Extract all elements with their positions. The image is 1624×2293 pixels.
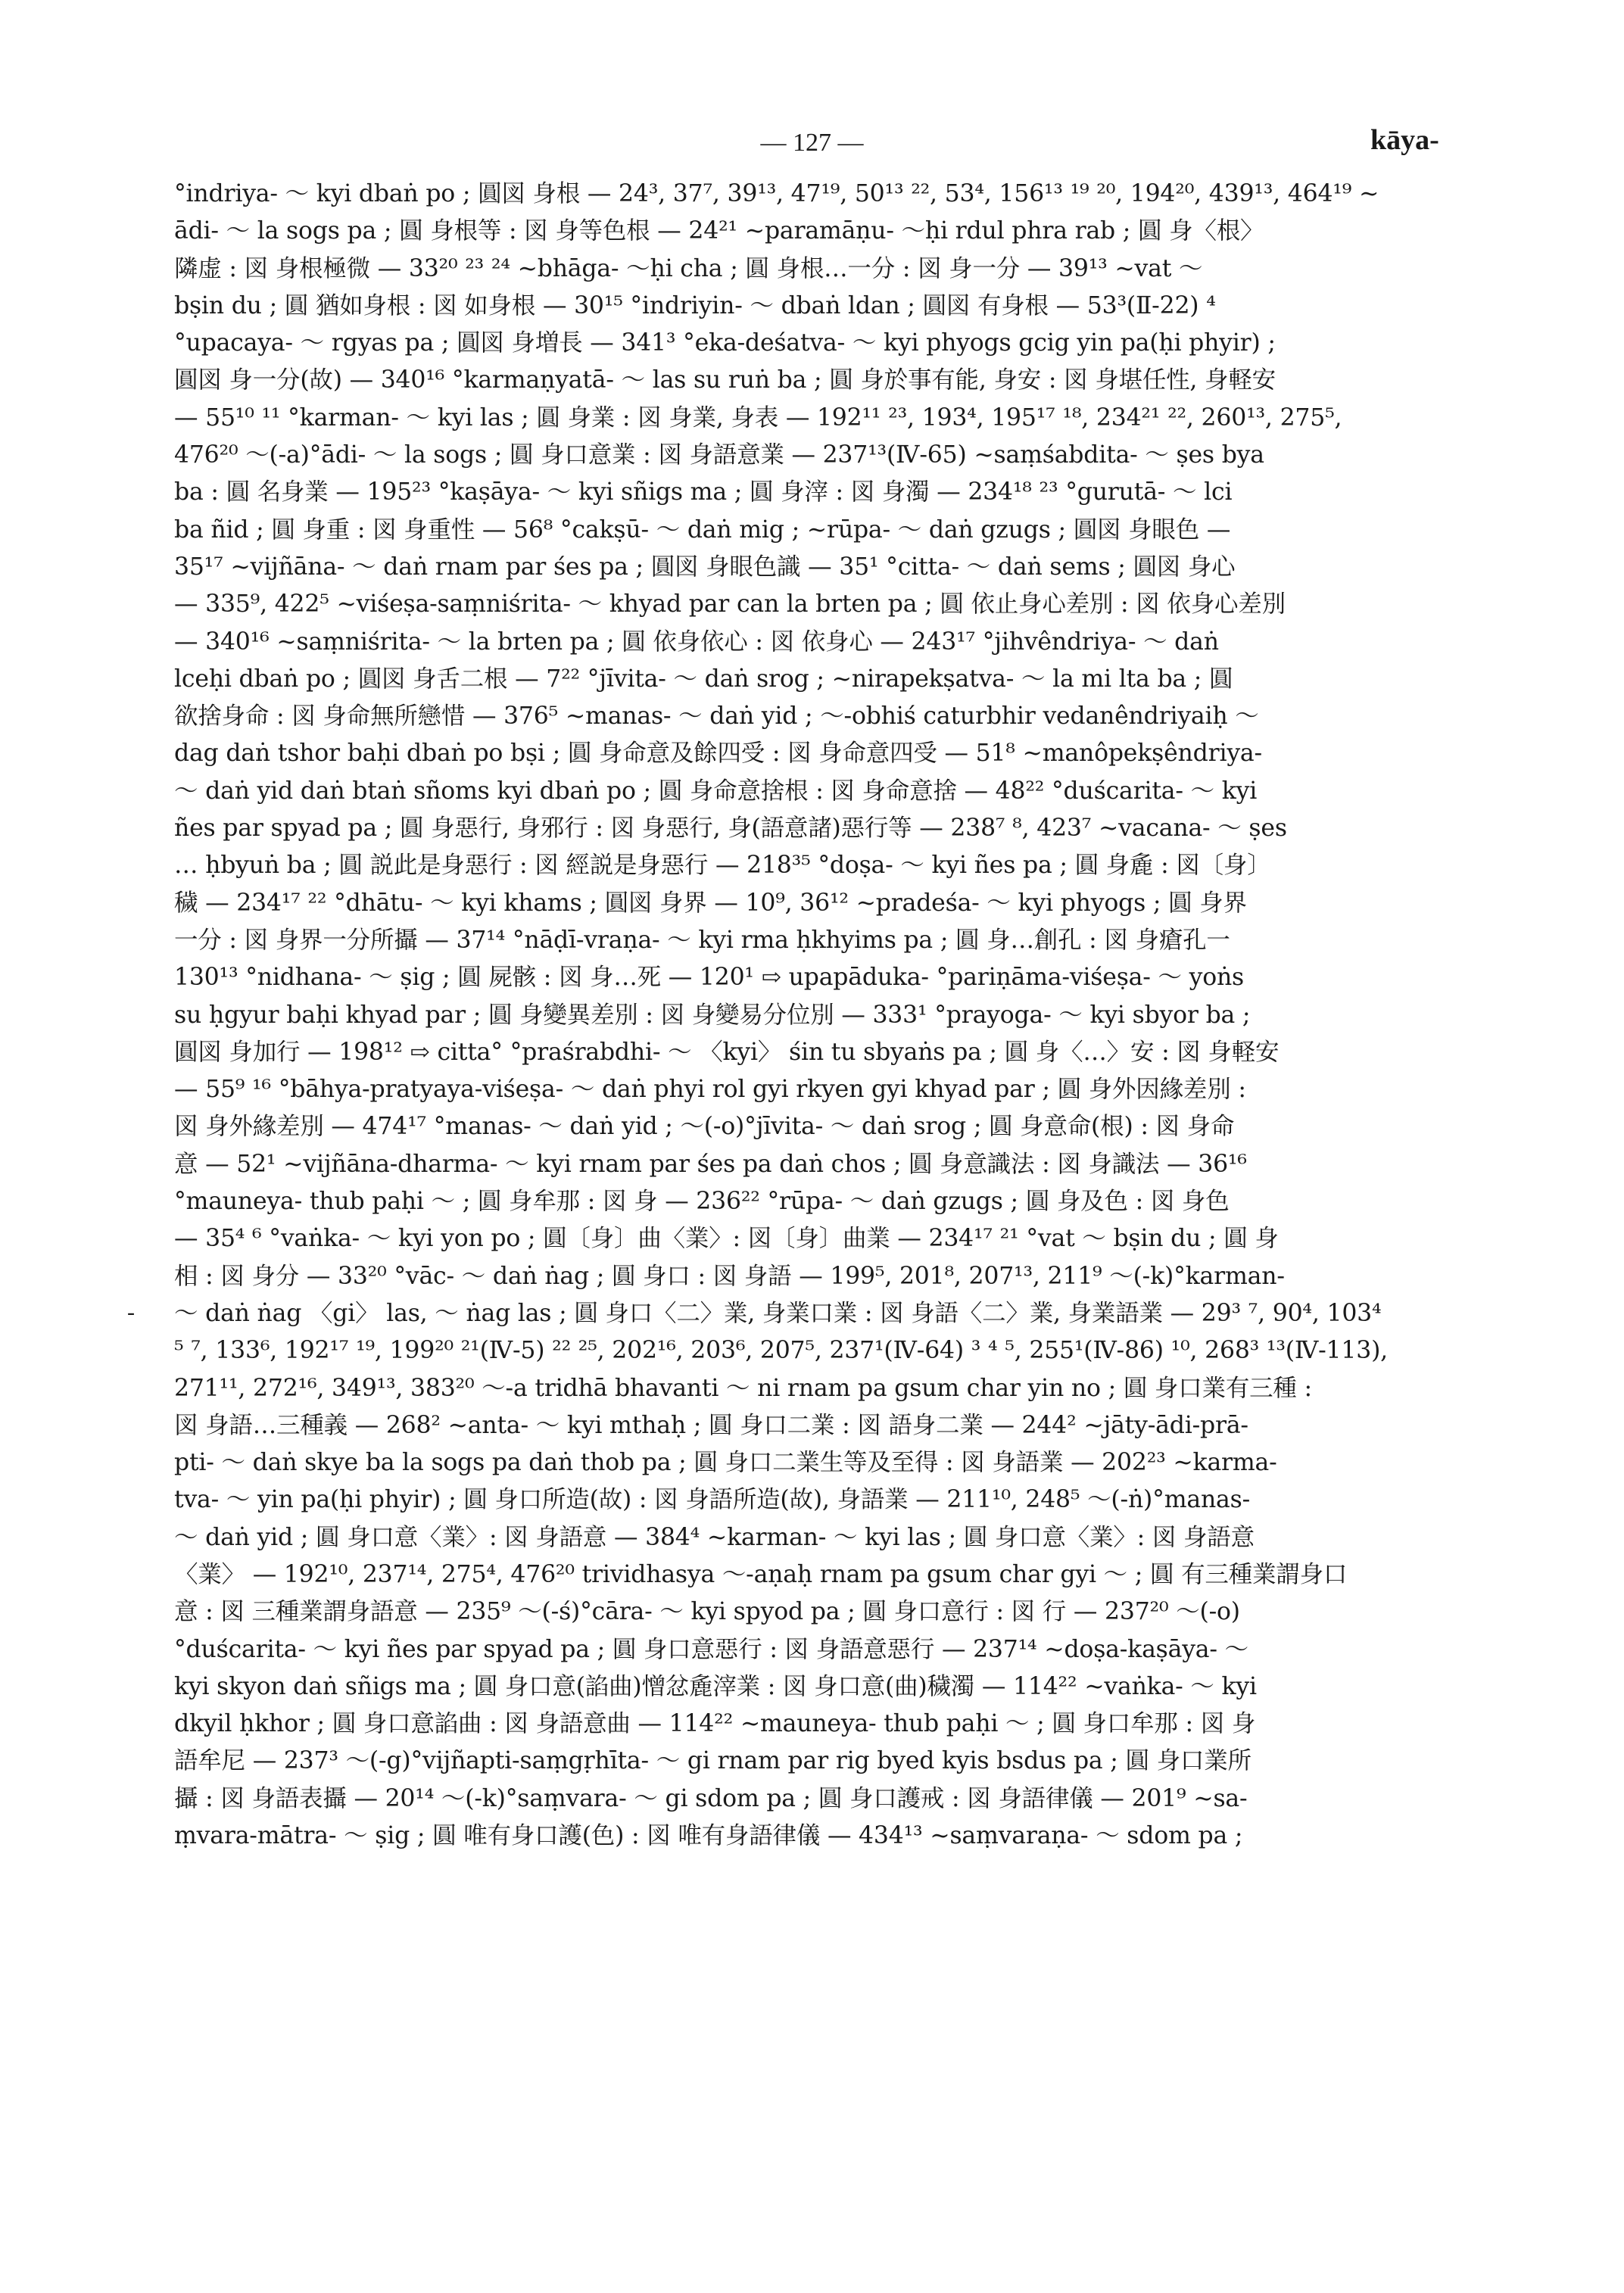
text-line: su ḥgyur baḥi khyad par ; 圓 身變異差別 : 図 身變易分位別 — 333¹ °prayoga- ～ kyi sbyor ba ; (174, 1001, 1251, 1029)
text-line: … ḥbyuṅ ba ; 圓 説此是身惡行 : 図 經説是身惡行 — 218³⁵ °doṣa- ～ kyi ñes pa ; 圓 身麁 : 図〔身〕 (174, 852, 1271, 880)
text-line: °mauneya- thub paḥi ～ ; 圓 身牟那 : 図 身 — 236²² °rūpa- ～ daṅ gzugs ; 圓 身及色 : 図 身色 (174, 1188, 1230, 1216)
margin-mark: - (127, 1300, 135, 1325)
running-head: kāya- (1370, 124, 1439, 156)
text-line: 語牟尼 — 237³ ～(-g)°vijñapti-saṃgṛhīta- ～ gi rnam par rig byed kyis bsdus pa ; 圓 身口業所 (174, 1747, 1252, 1775)
text-line: 隣虚 : 図 身根極微 — 33²⁰ ²³ ²⁴ ∼bhāga- ～ḥi cha ; 圓 身根…一分 : 図 身一分 — 39¹³ ∼vat ～ (174, 254, 1203, 282)
text-line: ba : 圓 名身業 — 195²³ °kaṣāya- ～ kyi sñigs ma ; 圓 身滓 : 図 身濁 — 234¹⁸ ²³ °gurutā- ～ lci (174, 478, 1233, 506)
text-line: °duścarita- ～ kyi ñes par spyad pa ; 圓 身口意惡行 : 図 身語意惡行 — 237¹⁴ ∼doṣa-kaṣāya- ～ (174, 1635, 1248, 1663)
text-line: 130¹³ °nidhana- ～ ṣig ; 圓 屍骸 : 図 身…死 — 120¹ ⇨ upapāduka- °pariṇāma-viśeṣa- ～ yoṅs (174, 964, 1245, 992)
text-line: 476²⁰ ～(-a)°ādi- ～ la sogs ; 圓 身口意業 : 図 身語意業 — 237¹³(Ⅳ-65) ∼saṃśabdita- ～ ṣes bya (174, 441, 1264, 469)
text-line: — 55⁹ ¹⁶ °bāhya-pratyaya-viśeṣa- ～ daṅ phyi rol gyi rkyen gyi khyad par ; 圓 身外因緣差別 : (174, 1076, 1246, 1104)
text-line: 図 身語…三種義 — 268² ∼anta- ～ kyi mthaḥ ; 圓 身口二業 : 図 語身二業 — 244² ∼jāty-ādi-prā- (174, 1411, 1248, 1439)
text-line: lceḥi dbaṅ po ; 圓図 身舌二根 — 7²² °jīvita- ～ daṅ srog ; ∼nirapekṣatva- ～ la mi lta ba ; 圓 (174, 665, 1233, 693)
text-line: bṣin du ; 圓 猶如身根 : 図 如身根 — 30¹⁵ °indriyin- ～ dbaṅ ldan ; 圓図 有身根 — 53³(Ⅱ-22) ⁴ (174, 291, 1216, 319)
text-line: 圓図 身一分(故) — 340¹⁶ °karmaṇyatā- ～ las su ruṅ ba ; 圓 身於事有能, 身安 : 図 身堪任性, 身軽安 (174, 366, 1276, 394)
text-line: 相 : 図 身分 — 33²⁰ °vāc- ～ daṅ ṅag ; 圓 身口 : 図 身語 — 199⁵, 201⁸, 207¹³, 211⁹ ～(-k)°karman- (174, 1262, 1285, 1290)
text-line: 攝 : 図 身語表攝 — 20¹⁴ ～(-k)°saṃvara- ～ gi sdom pa ; 圓 身口護戒 : 図 身語律儀 — 201⁹ ∼sa- (174, 1784, 1248, 1812)
text-line: — 55¹⁰ ¹¹ °karman- ～ kyi las ; 圓 身業 : 図 身業, 身表 — 192¹¹ ²³, 193⁴, 195¹⁷ ¹⁸, 234²¹ ²², 260¹³, 275⁵, (174, 403, 1342, 431)
text-line: dag daṅ tshor baḥi dbaṅ po bṣi ; 圓 身命意及餘四受 : 図 身命意四受 — 51⁸ ∼manôpekṣêndriya- (174, 740, 1262, 768)
page-number: — 127 — (760, 129, 864, 157)
text-line: 圓図 身加行 — 198¹² ⇨ citta° °praśrabdhi- ～ 〈kyi〉 śin tu sbyaṅs pa ; 圓 身〈…〉安 : 図 身軽安 (174, 1038, 1280, 1066)
text-line: 図 身外緣差別 — 474¹⁷ °manas- ～ daṅ yid ; ～(-o)°jīvita- ～ daṅ srog ; 圓 身意命(根) : 図 身命 (174, 1113, 1235, 1141)
text-line: ⁵ ⁷, 133⁶, 192¹⁷ ¹⁹, 199²⁰ ²¹(Ⅳ-5) ²² ²⁵, 202¹⁶, 203⁶, 207⁵, 237¹(Ⅳ-64) ³ ⁴ ⁵, 255¹(Ⅳ-86) ¹⁰, 268³ ¹³(Ⅳ-113), (174, 1337, 1388, 1365)
text-line: 35¹⁷ ∼vijñāna- ～ daṅ rnam par śes pa ; 圓図 身眼色識 — 35¹ °citta- ～ daṅ sems ; 圓図 身心 (174, 553, 1236, 581)
text-line: ～ daṅ yid ; 圓 身口意〈業〉: 図 身語意 — 384⁴ ∼karman- ～ kyi las ; 圓 身口意〈業〉: 図 身語意 (174, 1523, 1255, 1551)
text-line: — 340¹⁶ ∼saṃniśrita- ～ la brten pa ; 圓 依身依心 : 図 依身心 — 243¹⁷ °jihvêndriya- ～ daṅ (174, 628, 1219, 656)
text-line: — 35⁴ ⁶ °vaṅka- ～ kyi yon po ; 圓〔身〕曲〈業〉: 図〔身〕曲業 — 234¹⁷ ²¹ °vat ～ bṣin du ; 圓 身 (174, 1225, 1279, 1253)
text-line: tva- ～ yin pa(ḥi phyir) ; 圓 身口所造(故) : 図 身語所造(故), 身語業 — 211¹⁰, 248⁵ ～(-ṅ)°manas- (174, 1486, 1251, 1514)
text-line: 271¹¹, 272¹⁶, 349¹³, 383²⁰ ～-a tridhā bhavanti ～ ni rnam pa gsum char yin no ; 圓 身口業有三種 : (174, 1374, 1312, 1402)
text-line: 一分 : 図 身界一分所攝 — 37¹⁴ °nāḍī-vraṇa- ～ kyi rma ḥkhyims pa ; 圓 身…創孔 : 図 身瘡孔一 (174, 926, 1230, 954)
text-line: kyi skyon daṅ sñigs ma ; 圓 身口意(諂曲)憎忿麁滓業 : 図 身口意(曲)穢濁 — 114²² ∼vaṅka- ～ kyi (174, 1672, 1257, 1700)
text-line: 〈業〉 — 192¹⁰, 237¹⁴, 275⁴, 476²⁰ trividhasya ～-aṇaḥ rnam pa gsum char gyi ～ ; 圓 有三種業謂身口 (174, 1560, 1348, 1588)
text-line: 穢 — 234¹⁷ ²² °dhātu- ～ kyi khams ; 圓図 身界 — 10⁹, 36¹² ∼pradeśa- ～ kyi phyogs ; 圓 身界 (174, 889, 1247, 917)
text-line: ṃvara-mātra- ～ ṣig ; 圓 唯有身口護(色) : 図 唯有身語律儀 — 434¹³ ∼saṃvaraṇa- ～ sdom pa ; (174, 1822, 1243, 1850)
text-line: ～ daṅ yid daṅ btaṅ sñoms kyi dbaṅ po ; 圓 身命意捨根 : 図 身命意捨 — 48²² °duścarita- ～ kyi (174, 777, 1258, 805)
text-line: — 335⁹, 422⁵ ∼viśeṣa-saṃniśrita- ～ khyad par can la brten pa ; 圓 依止身心差別 : 図 依身心差別 (174, 590, 1286, 618)
text-line: ñes par spyad pa ; 圓 身惡行, 身邪行 : 図 身惡行, 身(語意諸)惡行等 — 238⁷ ⁸, 423⁷ ∼vacana- ～ ṣes (174, 815, 1287, 843)
text-line: °indriya- ～ kyi dbaṅ po ; 圓図 身根 — 24³, 37⁷, 39¹³, 47¹⁹, 50¹³ ²², 53⁴, 156¹³ ¹⁹ ²⁰, 194²⁰, 439¹³, 464¹⁹ ∼ (174, 180, 1379, 207)
text-line: dkyil ḥkhor ; 圓 身口意諂曲 : 図 身語意曲 — 114²² ∼mauneya- thub paḥi ～ ; 圓 身口牟那 : 図 身 (174, 1710, 1256, 1738)
text-line: 欲捨身命 : 図 身命無所戀惜 — 376⁵ ∼manas- ～ daṅ yid ; ～-obhiś caturbhir vedanêndriyaiḥ ～ (174, 703, 1259, 731)
text-line: pti- ～ daṅ skye ba la sogs pa daṅ thob pa ; 圓 身口二業生等及至得 : 図 身語業 — 202²³ ∼karma- (174, 1449, 1277, 1477)
entry-body (174, 176, 1480, 1855)
text-line: 意 — 52¹ ∼vijñāna-dharma- ～ kyi rnam par śes pa daṅ chos ; 圓 身意識法 : 図 身識法 — 36¹⁶ (174, 1150, 1247, 1178)
text-line: 意 : 図 三種業謂身語意 — 235⁹ ～(-ś)°cāra- ～ kyi spyod pa ; 圓 身口意行 : 図 行 — 237²⁰ ～(-o) (174, 1598, 1240, 1626)
text-line: °upacaya- ～ rgyas pa ; 圓図 身増長 — 341³ °eka-deśatva- ～ kyi phyogs gcig yin pa(ḥi phyir) ; (174, 329, 1276, 357)
text-line: ādi- ～ la sogs pa ; 圓 身根等 : 図 身等色根 — 24²¹ ∼paramāṇu- ～ḥi rdul phra rab ; 圓 身〈根〉 (174, 217, 1264, 245)
text-line: ba ñid ; 圓 身重 : 図 身重性 — 56⁸ °cakṣū- ～ daṅ mig ; ∼rūpa- ～ daṅ gzugs ; 圓図 身眼色 — (174, 516, 1231, 544)
text-line: ～ daṅ ṅag 〈gi〉 las, ～ ṅag las ; 圓 身口〈二〉業, 身業口業 : 図 身語〈二〉業, 身業語業 — 29³ ⁷, 90⁴, 103⁴ (174, 1299, 1382, 1327)
